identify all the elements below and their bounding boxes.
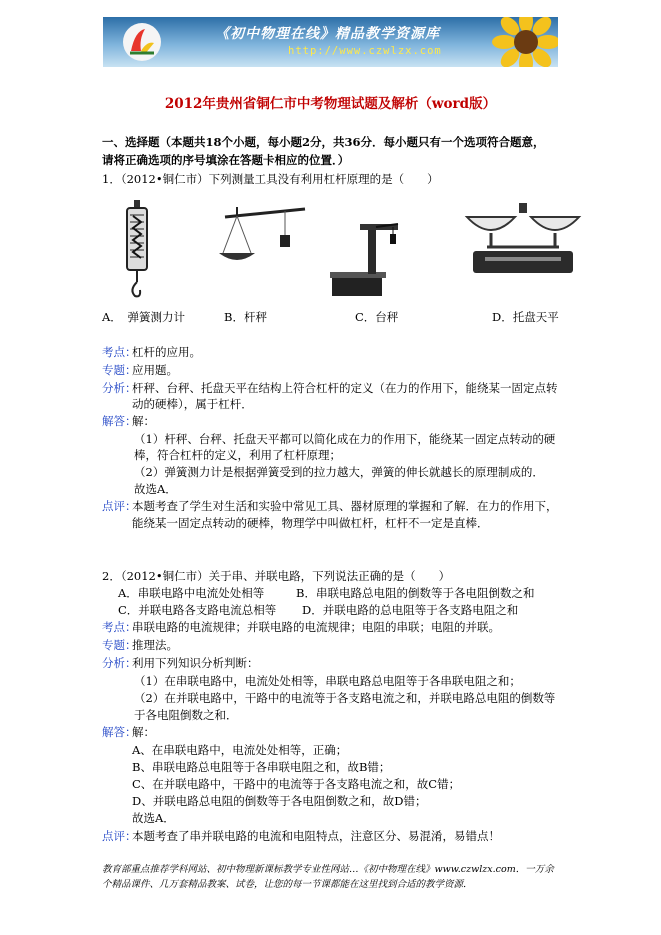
footer-line2: 个精品课件、几万套精品教案、试卷，让您的每一节课都能在这里找到合适的教学资源． — [102, 879, 473, 890]
q2-option-a: A．串联电路中电流处处相等 — [118, 586, 265, 600]
q1-zhuanti-label: 专题： — [102, 363, 137, 377]
q1-option-a: A． 弹簧测力计 — [102, 310, 186, 324]
q2-zhuanti-label: 专题： — [102, 638, 137, 652]
banner-title: 《初中物理在线》精品教学资源库 — [215, 26, 440, 42]
q1-stem: 1．（2012•铜仁市）下列测量工具没有利用杠杆原理的是（ ） — [102, 172, 439, 186]
q1-jieda-line4: （2）弹簧测力计是根据弹簧受到的拉力越大，弹簧的伸长就越长的原理制成的． — [134, 465, 544, 479]
q1-zhuanti-text: 应用题。 — [132, 363, 178, 377]
q1-jieda-line2: （1）杆秤、台秤、托盘天平都可以简化成在力的作用下，能绕某一固定点转动的硬 — [134, 432, 556, 446]
q2-jieda-line5: D、并联电路总电阻的倒数等于各电阻倒数之和，故D错； — [132, 794, 427, 808]
q2-fenxi-line2: （1）在串联电路中，电流处处相等，串联电路总电阻等于各串联电阻之和； — [134, 674, 521, 688]
q1-dianping-line1: 本题考查了学生对生活和实验中常见工具、器材原理的掌握和了解．在力的作用下， — [132, 499, 558, 513]
q2-option-d: D．并联电路的总电阻等于各支路电阻之和 — [302, 603, 519, 617]
q1-kaodian-text: 杠杆的应用。 — [132, 345, 201, 359]
q2-kaodian-label: 考点： — [102, 620, 137, 634]
header-banner — [103, 17, 558, 67]
q2-fenxi-line3: （2）在并联电路中，干路中的电流等于各支路电流之和，并联电路总电阻的倒数等 — [134, 691, 556, 705]
q2-dianping-label: 点评： — [102, 829, 137, 843]
q2-jieda-line3: B、串联电路总电阻等于各串联电阻之和，故B错； — [132, 760, 391, 774]
steelyard-image — [215, 205, 310, 275]
q1-option-c: C．台秤 — [355, 310, 399, 324]
q1-dianping-label: 点评： — [102, 499, 137, 513]
q1-fenxi-label: 分析： — [102, 381, 137, 395]
sunflower-icon — [486, 17, 558, 67]
q2-fenxi-line1: 利用下列知识分析判断： — [132, 656, 259, 670]
q1-jieda-line5: 故选A． — [134, 482, 177, 496]
banner-url[interactable]: http://www.czwlzx.com — [288, 45, 442, 57]
q2-fenxi-label: 分析： — [102, 656, 137, 670]
q2-jieda-line4: C、在并联电路中，干路中的电流等于各支路电流之和，故C错； — [132, 777, 461, 791]
site-logo-icon — [121, 21, 163, 63]
q1-jieda-line3: 棒，符合杠杆的定义，利用了杠杆原理； — [134, 448, 341, 462]
q2-jieda-line2: A、在串联电路中，电流处处相等，正确； — [132, 743, 348, 757]
section-heading-line2: 请将正确选项的序号填涂在答题卡相应的位置．） — [102, 153, 350, 167]
platform-scale-image — [330, 210, 400, 302]
section-heading-line1: 一、选择题（本题共18个小题，每小题2分，共36分．每小题只有一个选项符合题意， — [102, 135, 545, 149]
page-footer — [102, 862, 562, 892]
q2-jieda-label: 解答： — [102, 725, 137, 739]
spring-scale-image — [115, 200, 160, 300]
document-title: 2012年贵州省铜仁市中考物理试题及解析（word版） — [164, 96, 497, 112]
q1-option-d: D．托盘天平 — [492, 310, 559, 324]
q2-zhuanti-text: 推理法。 — [132, 638, 178, 652]
q2-kaodian-text: 串联电路的电流规律；并联电路的电流规律；电阻的串联；电阻的并联。 — [132, 620, 500, 634]
footer-line1: 教育部重点推荐学科网站、初中物理新课标教学专业性网站…《初中物理在线》www.czwlzx.com．一万余 — [102, 864, 554, 875]
q1-kaodian-label: 考点： — [102, 345, 137, 359]
q2-option-b: B．串联电路总电阻的倒数等于各电阻倒数之和 — [296, 586, 535, 600]
q2-jieda-line1: 解： — [132, 725, 155, 739]
q1-jieda-line1: 解： — [132, 414, 155, 428]
q1-fenxi-line1: 杆秤、台秤、托盘天平在结构上符合杠杆的定义（在力的作用下，能绕某一固定点转 — [132, 381, 558, 395]
q1-fenxi-line2: 动的硬棒），属于杠杆． — [132, 397, 253, 411]
q1-dianping-line2: 能绕某一固定点转动的硬棒，物理学中叫做杠杆，杠杆不一定是直棒． — [132, 516, 489, 530]
q1-option-b: B．杆秤 — [224, 310, 267, 324]
q2-fenxi-line4: 于各电阻倒数之和． — [134, 708, 238, 722]
q2-stem: 2．（2012•铜仁市）关于串、并联电路，下列说法正确的是（ ） — [102, 569, 451, 583]
q2-jieda-line6: 故选A． — [132, 811, 175, 825]
q2-option-c: C．并联电路各支路电流总相等 — [118, 603, 277, 617]
q2-dianping-text: 本题考查了串并联电路的电流和电阻特点，注意区分、易混淆，易错点！ — [132, 829, 500, 843]
tray-balance-image — [463, 203, 583, 281]
q1-jieda-label: 解答： — [102, 414, 137, 428]
